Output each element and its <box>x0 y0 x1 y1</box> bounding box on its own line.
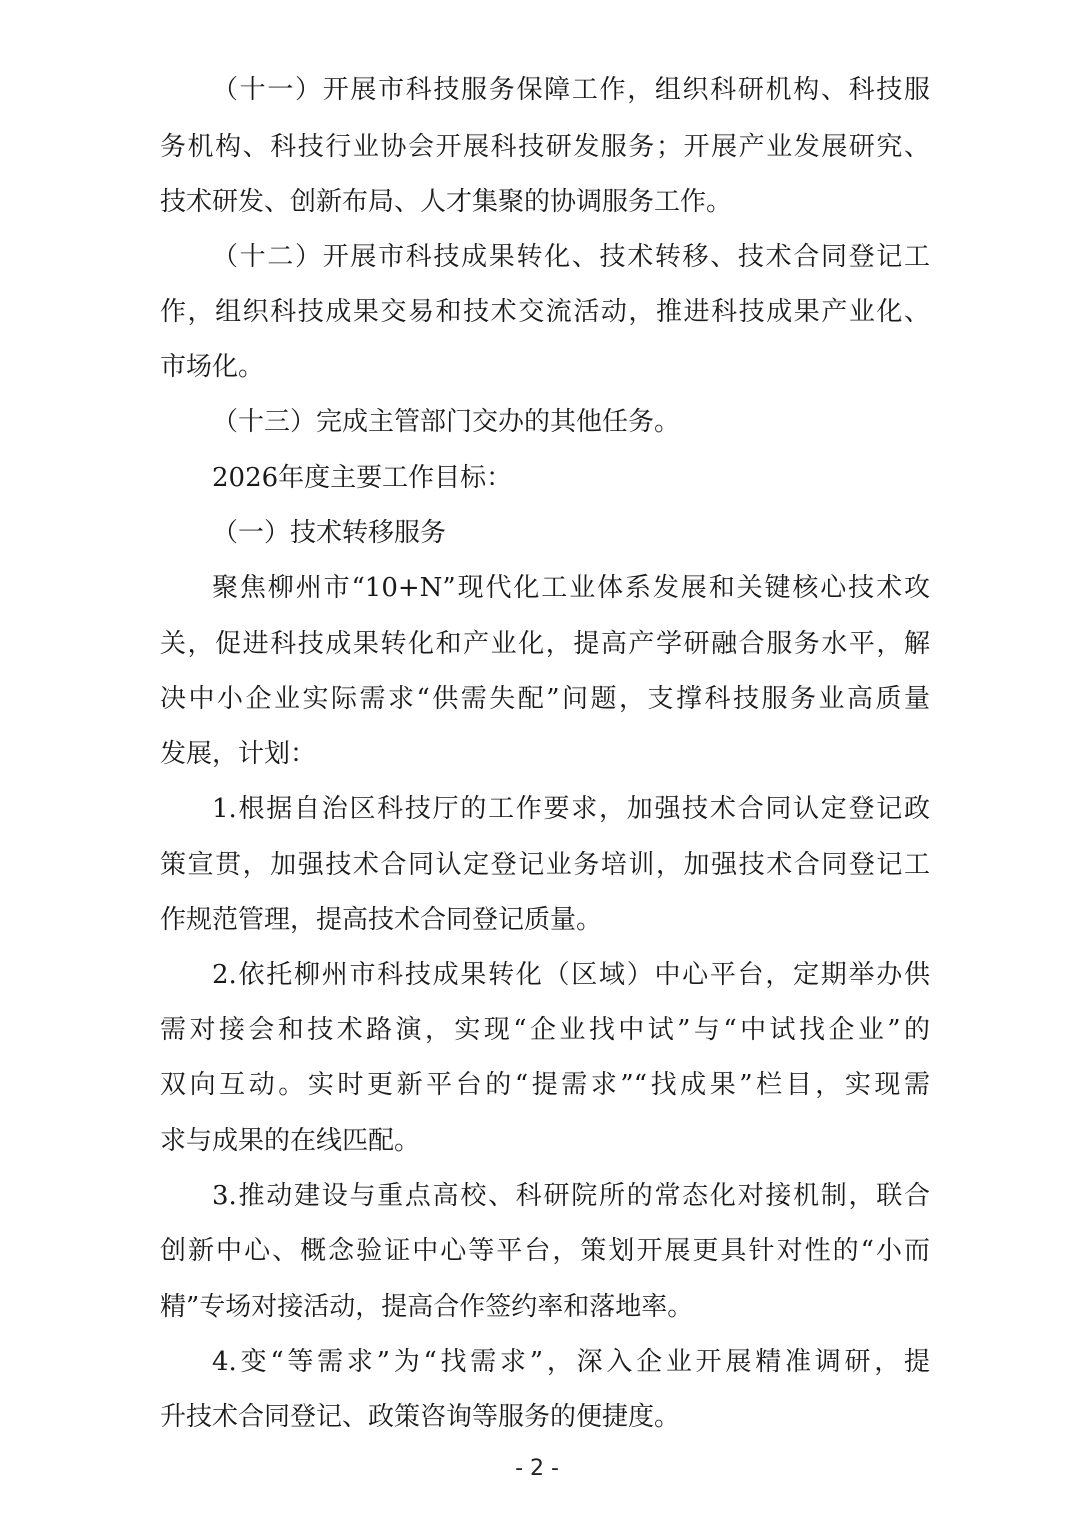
subsection-heading: （一）技术转移服务 <box>212 518 447 548</box>
paragraph-line: 技术研发、创新布局、人才集聚的协调服务工作。 <box>160 187 733 217</box>
paragraph-line: （十二）开展市科技成果转化、技术转移、技术合同登记工 <box>212 242 930 272</box>
paragraph-line: （十三）完成主管部门交办的其他任务。 <box>212 407 681 437</box>
paragraph-line: 关，促进科技成果转化和产业化，提高产学研融合服务水平，解 <box>160 629 930 659</box>
paragraph-line: 务机构、科技行业协会开展科技研发服务；开展产业发展研究、 <box>160 132 930 162</box>
paragraph-line: 决中小企业实际需求“供需失配”问题，支撑科技服务业高质量 <box>160 684 930 714</box>
list-item-line: 1.根据自治区科技厅的工作要求，加强技术合同认定登记政 <box>212 794 930 824</box>
list-item-line: 创新中心、概念验证中心等平台，策划开展更具针对性的“小而 <box>160 1236 930 1266</box>
list-item-line: 2.依托柳州市科技成果转化（区域）中心平台，定期举办供 <box>212 960 930 990</box>
list-item-line: 4.变“等需求”为“找需求”，深入企业开展精准调研，提 <box>212 1347 930 1377</box>
list-item-line: 升技术合同登记、政策咨询等服务的便捷度。 <box>160 1402 681 1432</box>
page-number: - 2 - <box>515 1456 559 1481</box>
list-item-line: 双向互动。实时更新平台的“提需求”“找成果”栏目，实现需 <box>160 1070 930 1100</box>
list-item-line: 精”专场对接活动，提高合作签约率和落地率。 <box>160 1292 694 1322</box>
list-item-line: 策宣贯，加强技术合同认定登记业务培训，加强技术合同登记工 <box>160 850 930 880</box>
section-heading: 2026年度主要工作目标： <box>212 463 513 493</box>
list-item-line: 求与成果的在线匹配。 <box>160 1126 421 1156</box>
paragraph-line: （十一）开展市科技服务保障工作，组织科研机构、科技服 <box>212 75 930 105</box>
paragraph-line: 市场化。 <box>160 352 265 382</box>
list-item-line: 3.推动建设与重点高校、科研院所的常态化对接机制，联合 <box>212 1181 930 1211</box>
paragraph-line: 作，组织科技成果交易和技术交流活动，推进科技成果产业化、 <box>160 297 930 327</box>
paragraph-line: 聚焦柳州市“10+N”现代化工业体系发展和关键核心技术攻 <box>212 573 930 603</box>
paragraph-line: 发展，计划： <box>160 739 317 769</box>
list-item-line: 作规范管理，提高技术合同登记质量。 <box>160 905 603 935</box>
list-item-line: 需对接会和技术路演，实现“企业找中试”与“中试找企业”的 <box>160 1015 930 1045</box>
